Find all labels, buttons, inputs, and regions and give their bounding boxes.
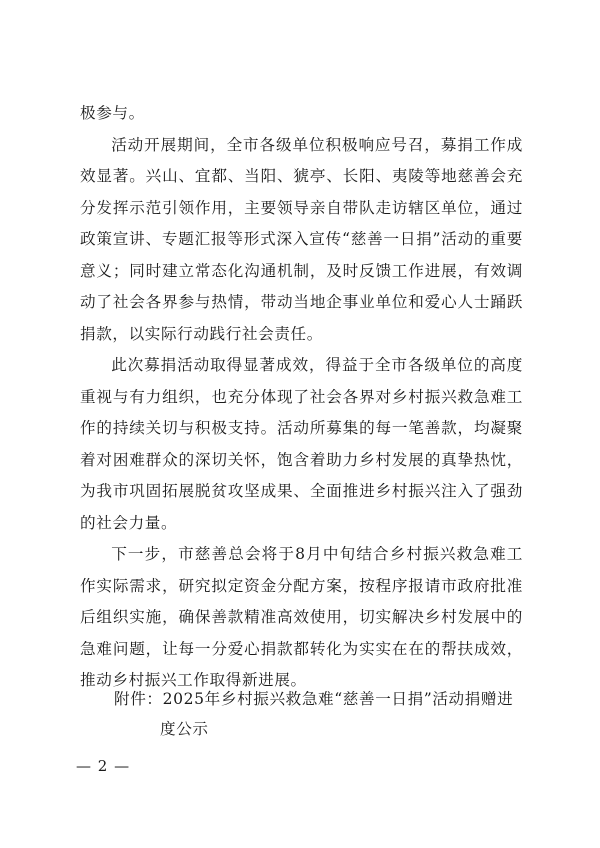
attachment-title-line2: 度公示: [160, 720, 209, 738]
page-number: — 2 —: [76, 757, 131, 775]
paragraph-next-steps: 下一步，市慈善总会将于8月中旬结合乡村振兴救急难工作实际需求，研究拟定资金分配方案，按程序报请市政府批准后组织实施，确保善款精准高效使用，切实解决乡村发展中的急难问题，让每一分爱心捐款都转化为实实在在的帮扶成效，推动乡村振兴工作取得新进展。: [80, 545, 523, 689]
paragraph-continuation: 极参与。: [80, 104, 145, 122]
paragraph-activity-progress: 活动开展期间，全市各级单位积极响应号召，募捐工作成效显著。兴山、宜都、当阳、猇亭、长阳、夷陵等地慈善会充分发挥示范引领作用，主要领导亲自带队走访辖区单位，通过政策宣讲、专题汇报等形式深入宣传“慈善一日捐”活动的重要意义；同时建立常态化沟通机制，及时反馈工作进展，有效调动了社会各界参与热情，带动当地企事业单位和爱心人士踊跃捐款，以实际行动践行社会责任。: [80, 135, 523, 343]
attachment-label: 附件：: [114, 690, 163, 708]
attachment-title-line1: 2025年乡村振兴救急难“慈善一日捐”活动捐赠进: [162, 690, 514, 708]
paragraph-results: 此次募捐活动取得显著成效，得益于全市各级单位的高度重视与有力组织，也充分体现了社会各界对乡村振兴救急难工作的持续关切与积极支持。活动所募集的每一笔善款，均凝聚着对困难群众的深切关怀，饱含着助力乡村发展的真挚热忱，为我市巩固拓展脱贫攻坚成果、全面推进乡村振兴注入了强劲的社会力量。: [80, 356, 523, 532]
body-text: [80, 98, 523, 697]
attachment-note: [114, 684, 534, 744]
